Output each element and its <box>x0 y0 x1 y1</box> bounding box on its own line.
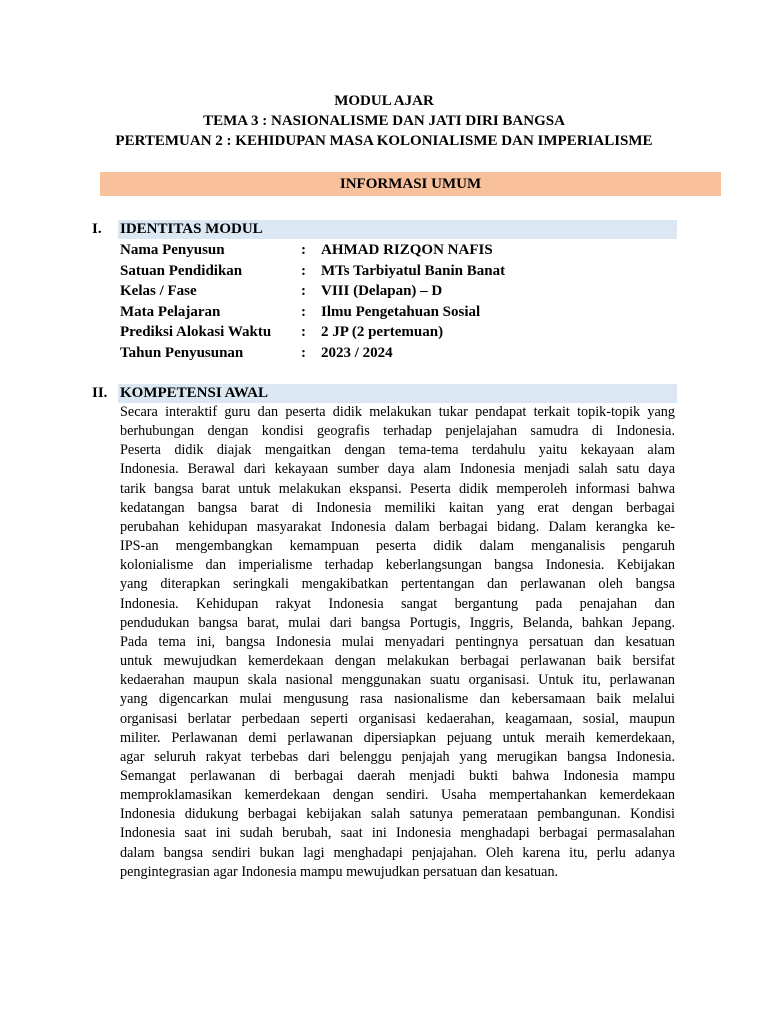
kompetensi-awal-paragraph <box>120 403 675 882</box>
identity-colon: : <box>301 283 306 299</box>
paragraph-line: Pada tema ini, bangsa Indonesia mulai menyadari pentingnya persatuan dan kesatuan <box>120 633 675 650</box>
paragraph-line: Indonesia didukung berbagai kebijakan salah satunya pemerataan pembangunan. Kondisi <box>120 806 675 823</box>
section-heading-identitas <box>92 220 677 239</box>
identity-colon: : <box>301 242 306 258</box>
identity-label: Nama Penyusun <box>120 242 225 258</box>
identity-value: AHMAD RIZQON NAFIS <box>321 242 493 258</box>
identity-colon: : <box>301 303 306 320</box>
paragraph-line: Semangat perlawanan di berbagai daerah menjadi bukti bahwa Indonesia mampu <box>120 767 675 784</box>
identity-value: 2023 / 2024 <box>321 344 393 361</box>
title-line-1: MODUL AJAR <box>334 93 434 109</box>
section-title: IDENTITAS MODUL <box>120 221 263 237</box>
section-heading-kompetensi <box>92 384 677 403</box>
paragraph-line: pengintegrasian agar Indonesia mampu mewujudkan persatuan dan kesatuan. <box>120 863 559 880</box>
identity-label: Mata Pelajaran <box>120 303 221 320</box>
paragraph-line: agar seluruh rakyat terbebas dari belenggu penjajah yang merugikan bangsa Indonesia. <box>120 748 675 765</box>
paragraph-line: Indonesia. Kehidupan rakyat Indonesia sangat bergantung pada penajahan dan <box>120 595 675 612</box>
title-line-3: PERTEMUAN 2 : KEHIDUPAN MASA KOLONIALISME DAN IMPERIALISME <box>115 133 653 149</box>
identity-label: Kelas / Fase <box>120 283 197 299</box>
title-line-2: TEMA 3 : NASIONALISME DAN JATI DIRI BANGSA <box>203 113 565 129</box>
paragraph-line: pendudukan bangsa barat, mulai dari bangsa Portugis, Inggris, Belanda, bahkan Jepang. <box>120 614 675 631</box>
paragraph-line: Indonesia. Berawal dari kekayaan sumber daya alam Indonesia menjadi salah satu daya <box>120 461 675 478</box>
identity-value: Ilmu Pengetahuan Sosial <box>321 303 481 320</box>
paragraph-line: yang diterapkan seringkali mengakibatkan pertentangan dan perlawanan oleh bangsa <box>120 576 675 593</box>
section-number: I. <box>92 221 102 237</box>
paragraph-line: organisasi berlatar perbedaan seperti organisasi kedaerahan, keagamaan, sosial, maupun <box>120 710 675 727</box>
identity-colon: : <box>301 344 306 361</box>
paragraph-line: militer. Perlawanan demi perlawanan dipersiapkan pejuang untuk meraih kemerdekaan, <box>120 729 675 746</box>
paragraph-line: perubahan kehidupan masyarakat Indonesia dalam berbagai bidang. Dalam kerangka ke- <box>120 518 675 535</box>
paragraph-line: kolonialisme dan imperialisme terhadap keberlangsungan bangsa Indonesia. Kebijakan <box>120 557 675 574</box>
identity-colon: : <box>301 324 306 340</box>
paragraph-line: untuk mewujudkan kemerdekaan dengan melakukan berbagai perlawanan baik bersifat <box>120 653 675 670</box>
paragraph-line: yang digencarkan mulai mengusung rasa nasionalisme dan kebersamaan baik melalui <box>120 691 675 708</box>
identity-label: Prediksi Alokasi Waktu <box>120 324 272 340</box>
identity-value: MTs Tarbiyatul Banin Banat <box>321 262 506 279</box>
document-title-block <box>0 91 768 151</box>
paragraph-line: berhubungan dengan kondisi geografis terhadap penjelajahan samudra di Indonesia. <box>120 423 675 440</box>
paragraph-line: kedaerahan maupun skala nasional menggunakan suatu organisasi. Untuk itu, perlawanan <box>120 672 675 689</box>
identity-label: Satuan Pendidikan <box>120 262 243 279</box>
paragraph-line: Peserta didik diajak mengaitkan dengan tema-tema terdahulu yaitu kekayaan alam <box>120 442 675 459</box>
paragraph-line: memproklamasikan kemerdekaan dengan sendiri. Usaha mempertahankan kemerdekaan <box>120 787 675 804</box>
paragraph-line: tarik bangsa barat untuk melakukan ekspansi. Peserta didik memperoleh informasi bahwa <box>120 480 675 497</box>
paragraph-line: Secara interaktif guru dan peserta didik melakukan tukar pendapat terkait topik-topik yang <box>120 404 675 420</box>
info-umum-banner: INFORMASI UMUM <box>100 172 721 196</box>
paragraph-line: kedatangan bangsa barat di Indonesia memiliki kaitan yang erat dengan berbagai <box>120 499 675 516</box>
identity-label: Tahun Penyusunan <box>120 344 244 361</box>
identity-value: 2 JP (2 pertemuan) <box>321 324 444 340</box>
identity-colon: : <box>301 262 306 279</box>
section-title: KOMPETENSI AWAL <box>120 385 268 401</box>
section-number: II. <box>92 385 108 401</box>
paragraph-line: IPS-an mengembangkan kemampuan peserta didik dalam menganalisis pengaruh <box>120 538 675 555</box>
paragraph-line: dalam bangsa sendiri bukan lagi menghadapi penjajahan. Oleh karena itu, perlu adanya <box>120 844 675 861</box>
identity-value: VIII (Delapan) – D <box>321 283 443 299</box>
paragraph-line: Indonesia saat ini sudah berubah, saat ini Indonesia menghadapi berbagai permasalahan <box>120 825 675 842</box>
